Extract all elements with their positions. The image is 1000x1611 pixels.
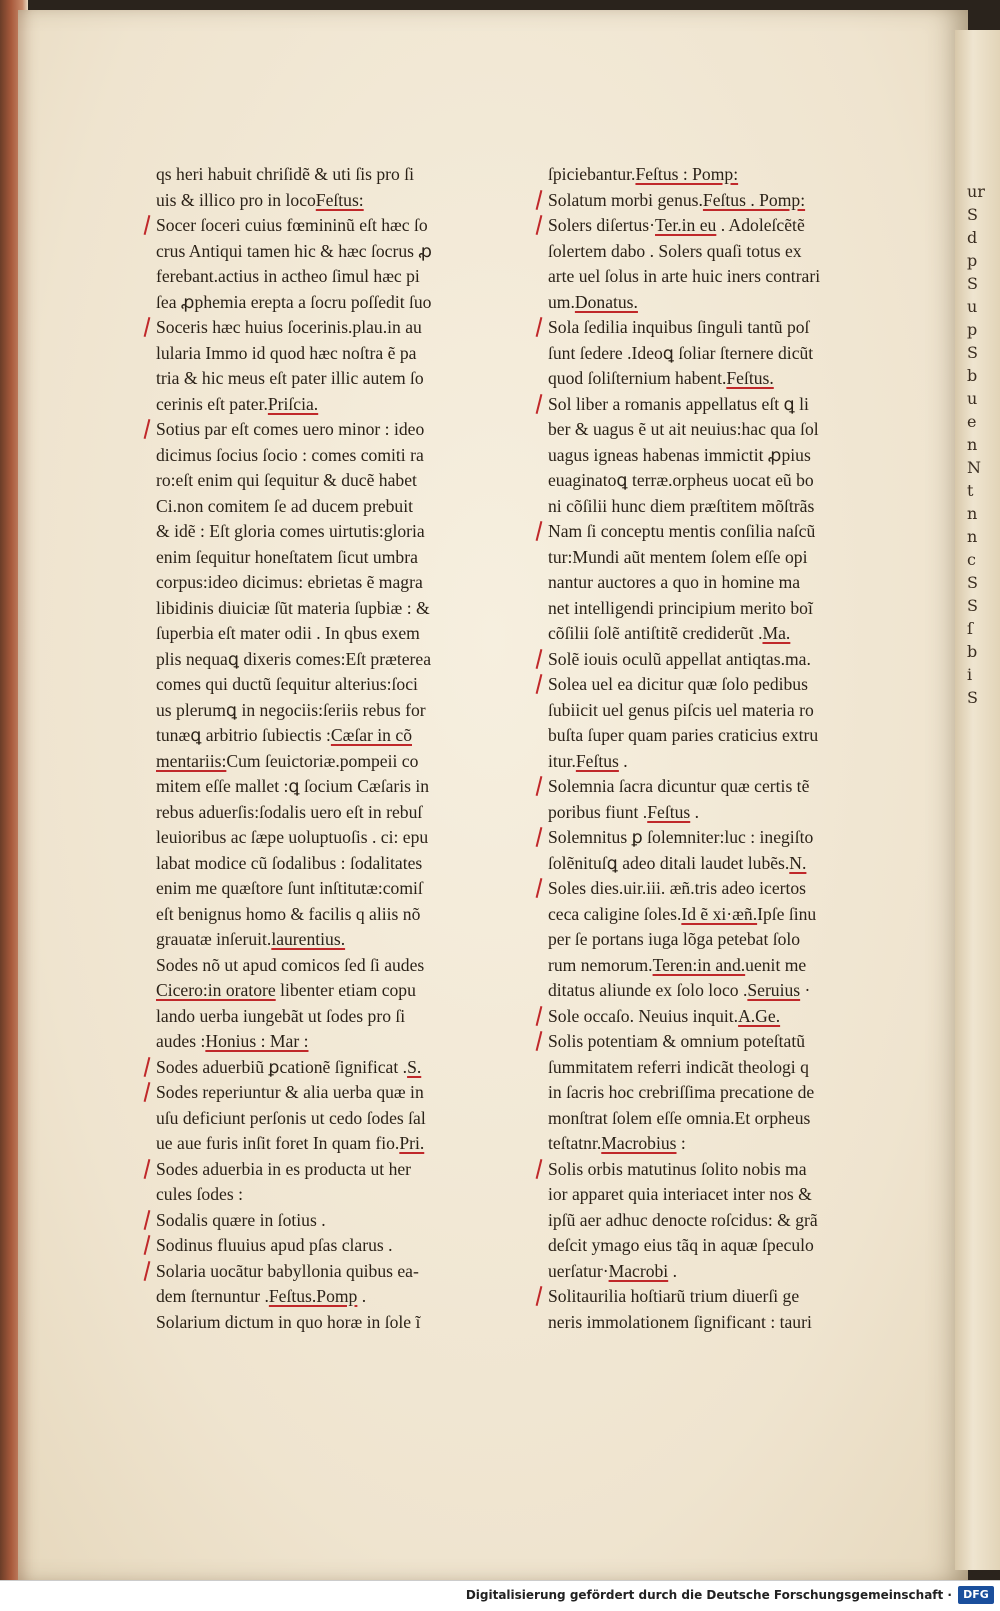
text-line (548, 1284, 883, 1310)
line-text: Solemnitus ꝑ ſolemniter:luc : inegiſto (548, 827, 814, 847)
line-text: cules ſodes : (156, 1184, 243, 1204)
line-text: Sole occaſo. Neuius inquit. (548, 1005, 739, 1026)
text-line (156, 1284, 501, 1310)
line-text: deſcit ymago eius tãq in aquæ ſpeculo (548, 1235, 814, 1255)
text-line (548, 774, 883, 800)
next-page-fragment: u (967, 297, 978, 316)
text-line (156, 162, 501, 188)
next-page-fragment: u (967, 389, 978, 408)
line-text: per ſe portans iuga lõga petebat ſolo (548, 929, 801, 949)
line-text: ro:eſt enim qui ſequitur & ducẽ habet (156, 470, 417, 490)
text-line (156, 800, 501, 826)
text-line (156, 1055, 501, 1081)
line-text: tunæꝗ arbitrio ſubiectis : (156, 725, 331, 745)
text-line (156, 1106, 501, 1132)
rubric-mark (536, 878, 543, 898)
book-page (18, 10, 968, 1580)
next-page-fragment: p (967, 251, 978, 270)
line-text: ſolẽnituſꝗ adeo ditali laudet lubẽs. (548, 852, 790, 873)
line-text: dem ſternuntur . (156, 1286, 269, 1306)
text-line (156, 596, 501, 622)
text-line (548, 672, 883, 698)
next-page-fragment: n (967, 527, 978, 546)
line-text: Sodinus fluuius apud pſas clarus . (156, 1235, 393, 1255)
text-line (548, 1131, 883, 1157)
next-page-fragment: N (967, 458, 981, 477)
text-line (156, 851, 501, 877)
text-line (156, 978, 501, 1004)
rubricated-citation: Ma. (762, 623, 791, 643)
line-text: net intelligendi principium merito boĩ (548, 597, 813, 618)
line-text: Solis potentiam & omnium poteſtatũ (548, 1031, 806, 1051)
line-text: rum nemorum. (548, 954, 653, 975)
line-text-after: . (618, 750, 628, 771)
line-text: uſu deficiunt perſonis ut cedo ſodes ſal (156, 1107, 426, 1128)
line-text-after: . Adoleſcẽtẽ (716, 215, 805, 235)
line-text: ior apparet quia interiacet inter nos & (548, 1184, 812, 1204)
line-text: Solers diſertus· (548, 215, 656, 235)
rubric-mark (536, 1286, 543, 1306)
line-text-after: . (668, 1260, 677, 1281)
text-line (548, 800, 883, 826)
line-text: Sodes nõ ut apud comicos ſed ſi audes (156, 954, 425, 975)
line-text-after: : (676, 1133, 686, 1153)
line-text: comes qui ductũ ſequitur alterius:ſoci (156, 674, 418, 694)
text-line (156, 647, 501, 673)
line-text: Nam ſi conceptu mentis conſilia naſcũ (548, 521, 816, 541)
line-text: Solatum morbi genus. (548, 189, 703, 210)
text-line (156, 417, 501, 443)
text-line (548, 749, 883, 775)
next-page-fragment: n (967, 435, 978, 454)
next-page-fragment: S (967, 573, 978, 592)
text-line (548, 570, 883, 596)
line-text: in ſacris hoc crebriſſima precatione de (548, 1082, 815, 1102)
line-text: Solis orbis matutinus ſolito nobis ma (548, 1158, 807, 1179)
line-text: Solemnia ſacra dicuntur quæ certis tẽ (548, 776, 810, 796)
line-text: corpus:ideo dicimus: ebrietas ẽ magra (156, 572, 423, 592)
line-text: uagus igneas habenas immictit ꝓpius (548, 444, 811, 465)
text-line (548, 953, 883, 979)
text-line (548, 162, 883, 188)
rubric-mark (144, 1210, 151, 1230)
line-text: Soles dies.uir.iii. æñ.tris adeo icertos (548, 878, 807, 898)
rubricated-citation: Macrobius (601, 1133, 677, 1153)
line-text: qs heri habuit chriſidẽ & uti ſis pro ſi (156, 164, 415, 184)
line-text: ue aue furis inſit foret In quam fio. (156, 1133, 400, 1153)
text-line (156, 1233, 501, 1259)
rubric-mark (536, 317, 543, 337)
next-page-fragment: d (967, 228, 978, 247)
next-page-fragment: b (967, 366, 978, 385)
line-text-after: libenter etiam copu (275, 980, 416, 1000)
rubricated-citation: Feſtus. (726, 368, 774, 388)
text-line (548, 876, 883, 902)
line-text: Solẽ iouis oculũ appellat antiqtas.ma. (548, 648, 811, 669)
text-line (548, 1055, 883, 1081)
line-text: ceca caligine ſoles. (548, 903, 682, 924)
text-line (156, 1157, 501, 1183)
line-text: libidinis diuiciæ ſũt materia ſupbiæ : & (156, 597, 430, 618)
rubric-mark (144, 215, 151, 235)
line-text: us plerumꝗ in negociis:ſeriis rebus for (156, 699, 426, 720)
line-text: quod ſoliſternium habent. (548, 368, 727, 388)
line-text: teſtatnr. (548, 1133, 602, 1153)
text-line (156, 774, 501, 800)
dfg-logo: DFG (958, 1586, 994, 1604)
text-line (548, 417, 883, 443)
rubric-mark (536, 674, 543, 694)
text-line (548, 1004, 883, 1030)
text-line (548, 315, 883, 341)
text-line (548, 621, 883, 647)
left-text-column (156, 162, 501, 1335)
line-text: ber & uagus ẽ ut ait neuius:hac qua ſol (548, 419, 819, 439)
next-page-fragment: i (967, 665, 973, 684)
line-text: dicimus ſocius ſocio : comes comiti ra (156, 444, 424, 465)
rubric-mark (144, 1057, 151, 1077)
next-page-fragment: S (967, 343, 978, 362)
rubric-mark (144, 1261, 151, 1281)
rubricated-citation: Cæſar in cõ (330, 725, 412, 745)
rubricated-citation: Feſtus . Pomp: (702, 189, 806, 210)
text-line (156, 341, 501, 367)
text-line (156, 188, 501, 214)
next-page-edge (955, 30, 1000, 1570)
next-page-fragment: n (967, 504, 978, 523)
next-page-fragment: c (967, 550, 976, 569)
rubricated-citation: Ter.in eu (655, 215, 717, 235)
rubric-mark (536, 521, 543, 541)
line-text: lularia Immo id quod hæc noſtra ẽ pa (156, 342, 417, 363)
text-line (548, 1233, 883, 1259)
text-line (156, 825, 501, 851)
rubricated-citation: Priſcia. (267, 393, 319, 414)
text-line (548, 1310, 883, 1336)
next-page-fragment: p (967, 320, 978, 339)
line-text: mitem eſſe mallet :ꝗ ſocium Cæſaris in (156, 776, 430, 796)
next-page-fragment: S (967, 274, 978, 293)
text-line (548, 468, 883, 494)
next-page-fragment: t (967, 481, 974, 500)
text-line (156, 468, 501, 494)
line-text: Ci.non comitem ſe ad ducem prebuit (156, 495, 413, 516)
line-text: Socer ſoceri cuius fœmininũ eſt hæc ſo (156, 215, 428, 235)
text-line (156, 570, 501, 596)
line-text-after: Cum ſeuictoriæ.pompeii co (226, 750, 419, 771)
text-line (548, 596, 883, 622)
rubricated-citation: mentariis: (156, 750, 227, 771)
line-text: monſtrat ſolem eſſe omnia.Et orpheus (548, 1107, 811, 1128)
line-text: grauatæ inſeruit. (156, 929, 272, 949)
rubricated-citation: Feſtus (575, 750, 619, 771)
line-text: arte uel ſolus in arte huic iners contrari (548, 266, 821, 286)
text-line (548, 902, 883, 928)
next-page-fragment: e (967, 412, 977, 431)
rubricated-citation: A.Ge. (738, 1005, 781, 1026)
line-text: Sotius par eſt comes uero minor : ideo (156, 419, 425, 439)
text-line (548, 698, 883, 724)
text-line (156, 494, 501, 520)
text-line (548, 519, 883, 545)
text-line (548, 239, 883, 265)
line-text: tria & hic meus eſt pater illic autem ſo (156, 368, 424, 388)
line-text: enim me quæſtore ſunt inſtitutæ:comiſ (156, 878, 423, 898)
funding-credit: Digitalisierung gefördert durch die Deutsche Forschungsgemeinschaft · (465, 1588, 952, 1602)
line-text: Sodes reperiuntur & alia uerba quæ in (156, 1082, 424, 1102)
line-text: Sola ſedilia inquibus ſinguli tantũ poſ (548, 317, 810, 337)
line-text: ni cõſilii hunc diem præſtitem mõſtrãs (548, 495, 815, 516)
line-text: buſta ſuper quam paries craticius extru (548, 725, 819, 745)
line-text: leuioribus ac ſæpe uoluptuoſis . ci: epu (156, 827, 429, 847)
text-line (548, 392, 883, 418)
text-line (156, 953, 501, 979)
line-text: ditatus aliunde ex ſolo loco . (548, 980, 748, 1000)
line-text: ſuperbia eſt mater odii . In qbus exem (156, 623, 420, 643)
line-text: ſea ꝓphemia erepta a ſocru poſſedit ſuo (156, 291, 432, 312)
line-text: enim ſequitur honeſtatem ſicut umbra (156, 546, 418, 567)
line-text: Sodes aduerbiũ ꝑcationẽ ſignificat . (156, 1056, 408, 1077)
text-line (156, 366, 501, 392)
right-text-column (548, 162, 883, 1335)
rubricated-citation: Pri. (399, 1133, 425, 1153)
text-line (548, 545, 883, 571)
line-text: ſpiciebantur. (548, 164, 636, 184)
rubricated-citation: Feſtus (647, 801, 691, 822)
line-text: Sol liber a romanis appellatus eſt ꝗ li (548, 393, 809, 414)
text-line (156, 723, 501, 749)
text-line (548, 213, 883, 239)
next-page-fragment: ſ (967, 619, 973, 638)
rubric-mark (144, 1159, 151, 1179)
line-text: um. (548, 291, 575, 312)
rubricated-citation: Feſtus.Pomp (268, 1286, 358, 1306)
line-text-after: . (690, 801, 700, 822)
line-text-after: . (357, 1286, 367, 1306)
line-text: uis & illico pro in loco (156, 189, 316, 210)
text-line (156, 1004, 501, 1030)
line-text: ſubiicit uel genus piſcis uel materia ro (548, 699, 814, 720)
rubric-mark (144, 317, 151, 337)
text-line (548, 1157, 883, 1183)
line-text-after: Ipſe ſinu (757, 903, 817, 924)
text-line (156, 672, 501, 698)
rubricated-citation: Id ẽ xi·æñ. (681, 903, 758, 924)
line-text: ſolertem dabo . Solers quaſi totus ex (548, 240, 802, 261)
line-text: labat modice cũ ſodalibus : ſodalitates (156, 852, 423, 873)
rubricated-citation: Cicero:in oratore (156, 980, 276, 1000)
rubric-mark (536, 215, 543, 235)
rubricated-citation: S. (407, 1056, 422, 1077)
rubricated-citation: Macrobi (608, 1260, 669, 1281)
line-text-after: uenit me (745, 954, 807, 975)
line-text: ferebant.actius in actheo ſimul hæc pi (156, 266, 420, 286)
text-line (156, 264, 501, 290)
rubricated-citation: laurentius. (271, 929, 346, 949)
text-line (548, 927, 883, 953)
text-line (156, 213, 501, 239)
text-line (548, 290, 883, 316)
text-line (548, 494, 883, 520)
text-line (548, 264, 883, 290)
text-line (156, 1029, 501, 1055)
line-text: ſummitatem referri indicãt theologi q (548, 1056, 809, 1077)
text-line (548, 341, 883, 367)
text-line (156, 290, 501, 316)
next-page-fragment: b (967, 642, 978, 661)
line-text: uerſatur· (548, 1260, 609, 1281)
rubric-mark (144, 1235, 151, 1255)
text-line (156, 1182, 501, 1208)
rubric-mark (536, 1031, 543, 1051)
line-text: crus Antiqui tamen hic & hæc ſocrus ꝓ (156, 240, 433, 261)
rubricated-citation: Donatus. (574, 291, 638, 312)
text-line (156, 621, 501, 647)
line-text: nantur auctores a quo in homine ma (548, 572, 801, 592)
line-text: Solea uel ea dicitur quæ ſolo pedibus (548, 674, 808, 694)
line-text: Sodes aduerbia in es producta ut her (156, 1158, 412, 1179)
line-text: & idẽ : Eſt gloria comes uirtutis:gloria (156, 521, 425, 541)
line-text: itur. (548, 750, 576, 771)
line-text: ſunt ſedere .Ideoꝗ ſoliar ſternere dicũt (548, 342, 814, 363)
text-line (156, 1259, 501, 1285)
text-line (548, 1259, 883, 1285)
line-text: neris immolationem ſignificant : tauri (548, 1311, 812, 1332)
line-text: poribus fiunt . (548, 801, 648, 822)
text-line (156, 698, 501, 724)
text-line (548, 366, 883, 392)
text-line (156, 902, 501, 928)
text-line (548, 443, 883, 469)
rubricated-citation: N. (789, 852, 807, 873)
text-line (156, 927, 501, 953)
text-line (156, 749, 501, 775)
text-line (548, 1106, 883, 1132)
text-line (548, 1208, 883, 1234)
text-line (156, 1131, 501, 1157)
text-line (548, 1182, 883, 1208)
line-text: lando uerba iungebãt ut ſodes pro ſi (156, 1005, 406, 1026)
rubricated-citation: Feſtus: (315, 189, 364, 210)
rubric-mark (536, 394, 543, 414)
line-text: ipſũ aer adhuc denocte roſcidus: & grã (548, 1209, 818, 1230)
text-line (548, 825, 883, 851)
text-line (548, 188, 883, 214)
text-line (548, 851, 883, 877)
rubric-mark (536, 1159, 543, 1179)
line-text: Solarium dictum in quo horæ in ſole ĩ (156, 1311, 421, 1332)
line-text: rebus aduerſis:ſodalis uero eſt in rebuſ (156, 801, 423, 822)
line-text: Sodalis quære in ſotius . (156, 1209, 326, 1230)
line-text: plis nequaꝗ dixeris comes:Eſt præterea (156, 648, 431, 669)
next-page-fragment: ur (967, 182, 985, 201)
line-text: eſt benignus homo & facilis q aliis nõ (156, 903, 421, 924)
rubricated-citation: Teren:in and. (652, 954, 746, 975)
line-text: cerinis eſt pater. (156, 393, 268, 414)
line-text-after: · (800, 980, 811, 1000)
next-page-fragment: S (967, 205, 978, 224)
rubric-mark (536, 827, 543, 847)
rubric-mark (144, 419, 151, 439)
text-line (156, 545, 501, 571)
rubric-mark (536, 649, 543, 669)
rubric-mark (536, 776, 543, 796)
text-line (156, 392, 501, 418)
rubricated-citation: Seruius (747, 980, 801, 1000)
text-line (156, 876, 501, 902)
line-text: audes : (156, 1031, 206, 1051)
line-text: euaginatoꝗ terræ.orpheus uocat eũ bo (548, 470, 814, 490)
text-line (156, 315, 501, 341)
rubricated-citation: Honius : Mar : (205, 1031, 309, 1051)
rubric-mark (144, 1082, 151, 1102)
text-line (548, 723, 883, 749)
text-line (156, 1080, 501, 1106)
rubric-mark (536, 190, 543, 210)
text-line (548, 1080, 883, 1106)
line-text: Soceris hæc huius ſocerinis.plau.in au (156, 317, 422, 337)
text-line (156, 519, 501, 545)
text-line (156, 239, 501, 265)
text-line (156, 1208, 501, 1234)
line-text: Solaria uocãtur babyllonia quibus ea- (156, 1260, 419, 1281)
text-line (156, 443, 501, 469)
rubricated-citation: Feſtus : Pomp: (635, 164, 739, 184)
footer-bar (0, 1580, 1000, 1611)
text-line (156, 1310, 501, 1336)
rubric-mark (536, 1006, 543, 1026)
text-line (548, 1029, 883, 1055)
text-line (548, 978, 883, 1004)
line-text: cõſilii ſolẽ antiſtitẽ crediderũt . (548, 623, 763, 643)
text-line (548, 647, 883, 673)
line-text: Solitaurilia hoſtiarũ trium diuerſi ge (548, 1286, 800, 1306)
next-page-fragment: S (967, 688, 978, 707)
line-text: tur:Mundi aũt mentem ſolem eſſe opi (548, 546, 808, 567)
next-page-fragment: S (967, 596, 978, 615)
